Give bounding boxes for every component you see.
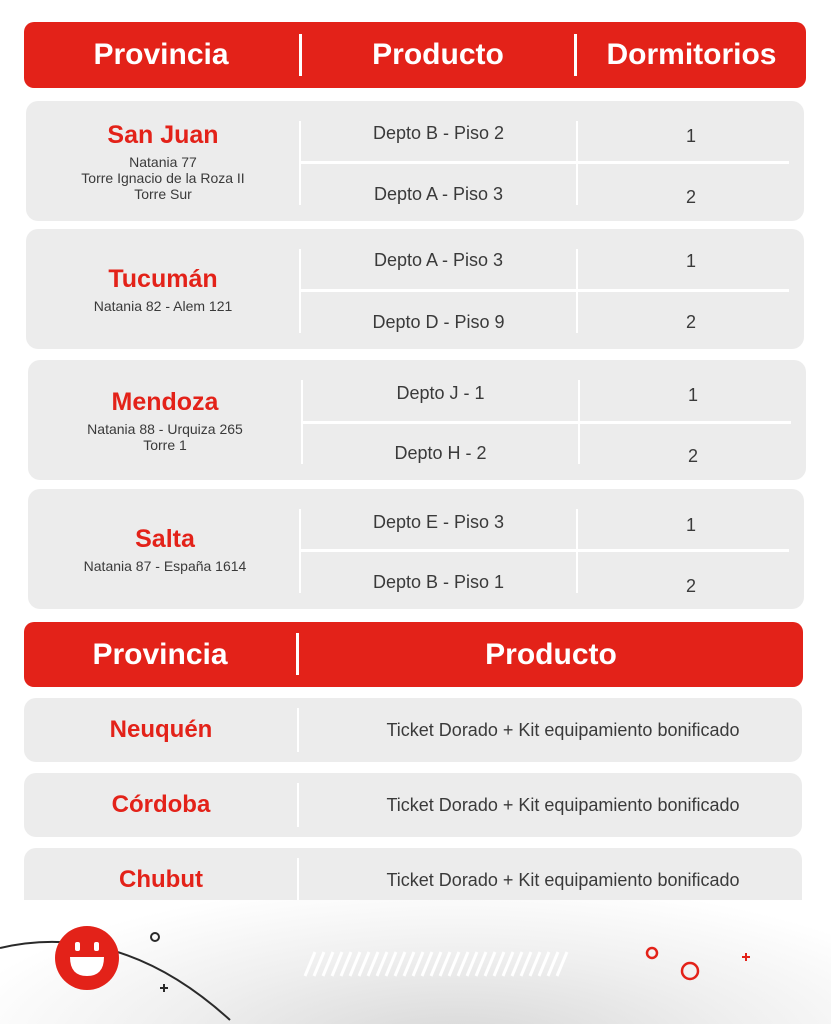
- column-divider: [297, 708, 299, 752]
- row-divider: [301, 289, 789, 292]
- address-line: Natania 88 - Urquiza 265: [87, 421, 243, 437]
- product-cell: Depto A - Piso 3: [373, 250, 504, 270]
- red-ring-icon: [682, 963, 698, 979]
- province-name: Tucumán: [108, 265, 218, 293]
- product-cell: Depto D - Piso 9: [372, 312, 505, 332]
- smiley-face-icon: [55, 926, 119, 990]
- product-cell: Ticket Dorado + Kit equipamiento bonificado: [386, 869, 740, 890]
- province-name: Córdoba: [111, 791, 211, 818]
- small-ring-icon: [151, 933, 159, 941]
- row-divider: [301, 549, 789, 552]
- table-row-cordoba: [24, 773, 802, 837]
- footer-decoration: [0, 900, 831, 1024]
- province-name: San Juan: [107, 121, 219, 149]
- province-name: Chubut: [119, 866, 203, 893]
- header-dormitorios: Dormitorios: [606, 38, 777, 71]
- table-row-neuquen: [24, 698, 802, 762]
- column-divider: [297, 858, 299, 902]
- bedrooms-cell: 1: [685, 251, 696, 271]
- province-cell: [28, 360, 302, 480]
- row-divider: [301, 161, 789, 164]
- province-cell: [26, 101, 300, 221]
- header-producto: Producto: [372, 38, 504, 71]
- province-address: [81, 154, 244, 202]
- province-name: Salta: [135, 525, 195, 553]
- bedrooms-cell: 1: [685, 126, 696, 146]
- plus-icon: [160, 984, 168, 992]
- header-provincia: Provincia: [92, 637, 228, 671]
- product-cell: Ticket Dorado + Kit equipamiento bonificado: [386, 719, 740, 740]
- header-producto: Producto: [485, 637, 617, 671]
- table-row-mendoza: [28, 360, 806, 480]
- small-red-ring-icon: [647, 948, 657, 958]
- row-divider: [303, 421, 791, 424]
- bedrooms-cell: 1: [685, 515, 696, 535]
- table-row-tucuman: [26, 229, 804, 349]
- address-line: Torre Ignacio de la Roza II: [81, 170, 245, 186]
- product-cell: Depto E - Piso 3: [372, 512, 505, 532]
- province-cell: [26, 229, 300, 349]
- province-name: Mendoza: [111, 388, 219, 416]
- province-address: [84, 558, 247, 574]
- bedrooms-cell: 2: [685, 312, 696, 332]
- bedrooms-cell: 2: [685, 187, 696, 207]
- address-line: Torre 1: [143, 437, 187, 453]
- product-cell: Depto B - Piso 1: [372, 572, 505, 592]
- bedrooms-cell: 2: [685, 576, 696, 596]
- table-row-salta: [28, 489, 804, 609]
- table1-header: [24, 22, 806, 88]
- bedrooms-cell: 1: [687, 385, 698, 405]
- product-cell: Depto B - Piso 2: [372, 123, 505, 143]
- red-plus-icon: [742, 953, 750, 961]
- table-row-san-juan: [26, 101, 804, 221]
- address-line: Natania 82 - Alem 121: [93, 298, 233, 314]
- province-name: Neuquén: [109, 716, 213, 743]
- address-line: Torre Sur: [134, 186, 192, 202]
- product-cell: Depto J - 1: [396, 383, 485, 403]
- product-cell: Depto A - Piso 3: [373, 184, 504, 204]
- table2-header: [24, 622, 803, 687]
- province-address: [94, 298, 233, 314]
- bedrooms-cell: 2: [687, 446, 698, 466]
- province-cell: [28, 489, 302, 609]
- address-line: Natania 87 - España 1614: [83, 558, 247, 574]
- column-divider: [297, 783, 299, 827]
- hatch-pattern: [305, 952, 567, 976]
- product-cell: Ticket Dorado + Kit equipamiento bonificado: [386, 794, 740, 815]
- province-address: [87, 421, 243, 453]
- header-provincia: Provincia: [93, 38, 229, 71]
- product-cell: Depto H - 2: [394, 443, 487, 463]
- address-line: Natania 77: [129, 154, 197, 170]
